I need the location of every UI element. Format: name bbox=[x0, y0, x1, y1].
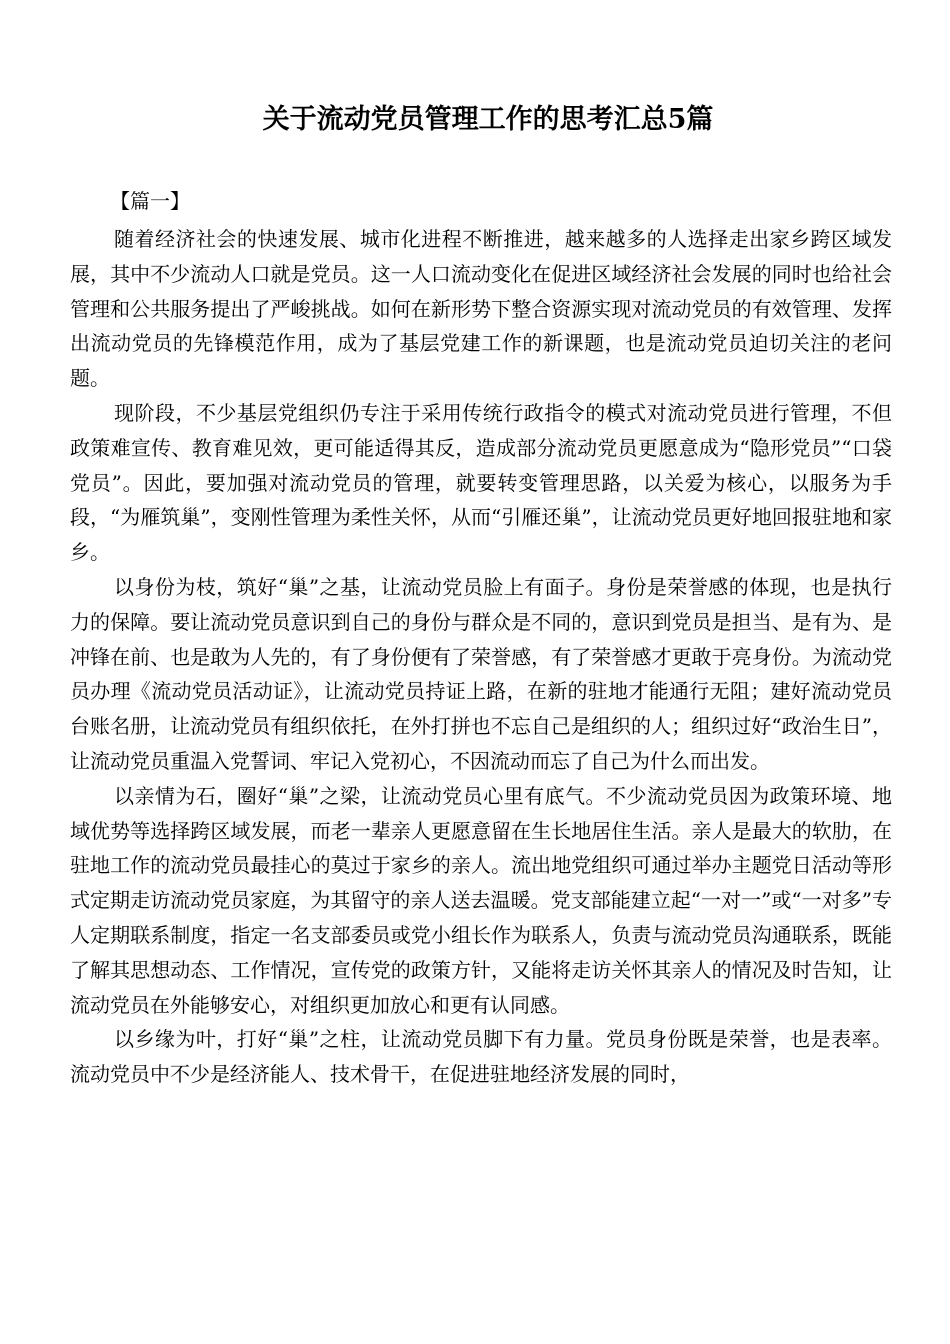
paragraph: 以乡缘为叶，打好“巢”之柱，让流动党员脚下有力量。党员身份既是荣誉，也是表率。流动党员中不少是经济能人、技术骨干，在促进驻地经济发展的同时， bbox=[70, 1027, 892, 1087]
section-heading: 【篇一】 bbox=[110, 189, 190, 213]
document-body bbox=[70, 222, 892, 1092]
paragraph: 现阶段，不少基层党组织仍专注于采用传统行政指令的模式对流动党员进行管理，不但政策难宣传、教育难见效，更可能适得其反，造成部分流动党员更愿意成为“隐形党员”“口袋党员”。因此，要加强对流动党员的管理，就要转变管理思路，以关爱为核心，以服务为手段，“为雁筑巢”，变刚性管理为柔性关怀，从而“引雁还巢”，让流动党员更好地回报驻地和家乡。 bbox=[70, 400, 892, 565]
paragraph: 以亲情为石，圈好“巢”之梁，让流动党员心里有底气。不少流动党员因为政策环境、地域优势等选择跨区域发展，而老一辈亲人更愿意留在生长地居住生活。亲人是最大的软肋，在驻地工作的流动党员最挂心的莫过于家乡的亲人。流出地党组织可通过举办主题党日活动等形式定期走访流动党员家庭，为其留守的亲人送去温暖。党支部能建立起“一对一”或“一对多”专人定期联系制度，指定一名支部委员或党小组长作为联系人，负责与流动党员沟通联系，既能了解其思想动态、工作情况，宣传党的政策方针，又能将走访关怀其亲人的情况及时告知，让流动党员在外能够安心，对组织更加放心和更有认同感。 bbox=[70, 783, 892, 1017]
paragraph: 随着经济社会的快速发展、城市化进程不断推进，越来越多的人选择走出家乡跨区域发展，其中不少流动人口就是党员。这一人口流动变化在促进区域经济社会发展的同时也给社会管理和公共服务提出了严峻挑战。如何在新形势下整合资源实现对流动党员的有效管理、发挥出流动党员的先锋模范作用，成为了基层党建工作的新课题，也是流动党员迫切关注的老问题。 bbox=[70, 227, 892, 391]
paragraph: 以身份为枝，筑好“巢”之基，让流动党员脸上有面子。身份是荣誉感的体现，也是执行力的保障。要让流动党员意识到自己的身份与群众是不同的，意识到党员是担当、是有为、是冲锋在前、也是敢为人先的，有了身份便有了荣誉感，有了荣誉感才更敢于亮身份。为流动党员办理《流动党员活动证》，让流动党员持证上路，在新的驻地才能通行无阻；建好流动党员台账名册，让流动党员有组织依托，在外打拼也不忘自己是组织的人；组织过好“政治生日”，让流动党员重温入党誓词、牢记入党初心，不因流动而忘了自己为什么而出发。 bbox=[70, 574, 892, 773]
document-title: 关于流动党员管理工作的思考汇总5篇 bbox=[262, 104, 714, 135]
